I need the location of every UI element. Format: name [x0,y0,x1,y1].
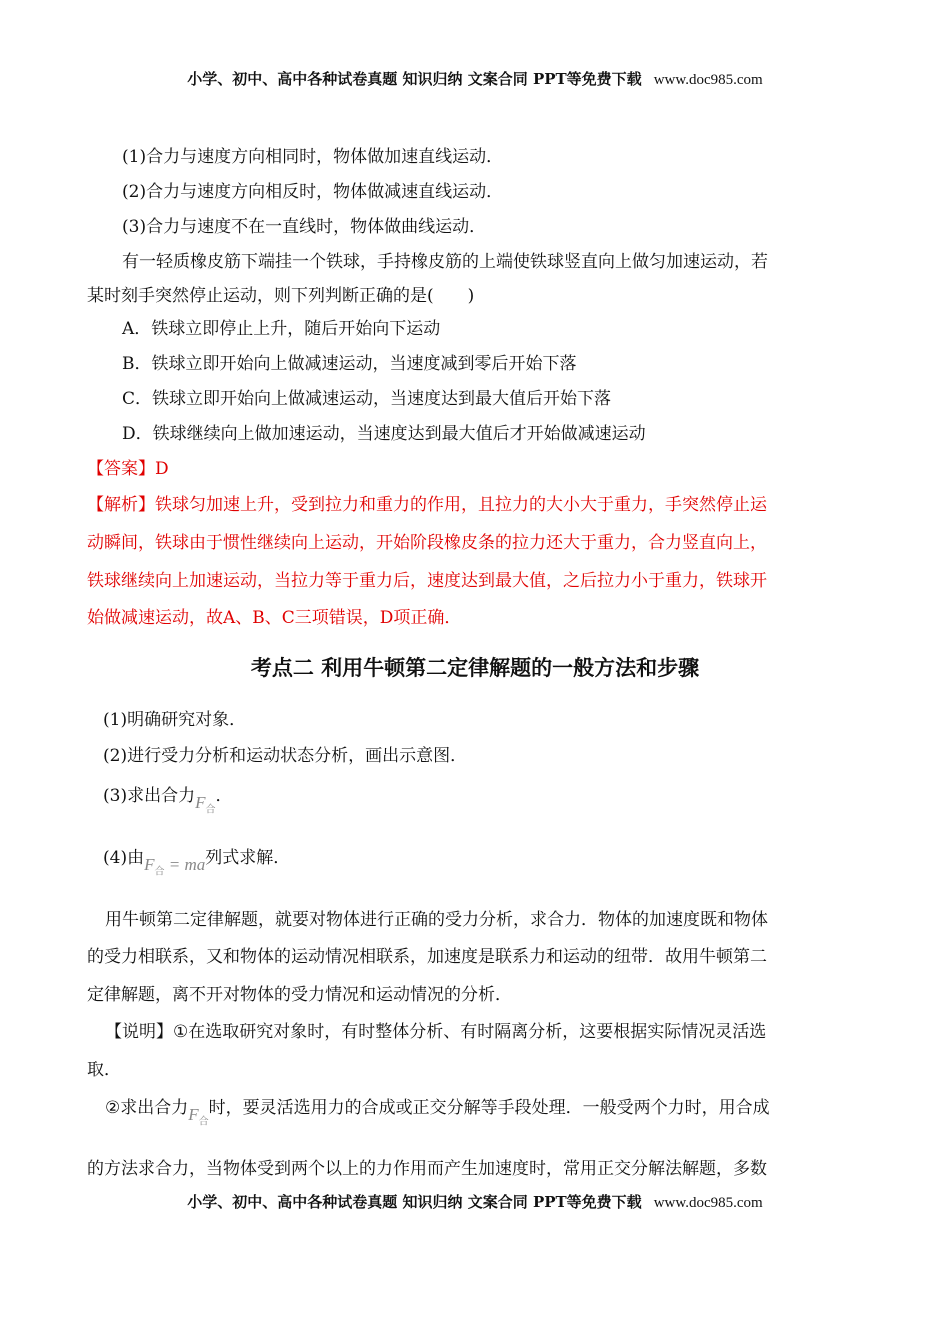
step-4 [103,846,290,877]
rule-3: (3)合力与速度不在一直线时，物体做曲线运动． [122,217,487,237]
question-line-2: 某时刻手突然停止运动，则下列判断正确的是( ) [87,286,475,306]
section-title: 考点二 利用牛顿第二定律解题的一般方法和步骤 [250,655,700,680]
rule-2: (2)合力与速度方向相反时，物体做减速直线运动． [122,182,504,202]
step-4-suffix: 列式求解． [205,848,291,868]
note-line-4: 的方法求合力，当物体受到两个以上的力作用而产生加速度时，常用正交分解法解题，多数 [87,1159,767,1179]
page-header [0,68,950,89]
note-line-1: 【说明】①在选取研究对象时，有时整体分析、有时隔离分析，这要根据实际情况灵活选 [105,1022,767,1042]
note-label: 【说明】 [105,1022,173,1042]
question-line-1: 有一轻质橡皮筋下端挂一个铁球，手持橡皮筋的上端使铁球竖直向上做匀加速运动，若 [122,252,768,272]
analysis-line-3: 铁球继续向上加速运动，当拉力等于重力后，速度达到最大值，之后拉力小于重力，铁球开 [87,571,767,591]
option-d: D．铁球继续向上做加速运动，当速度达到最大值后才开始做减速运动 [122,424,646,444]
option-a: A．铁球立即停止上升，随后开始向下运动 [122,319,441,339]
header-url[interactable]: www.doc985.com [653,72,763,88]
option-c: C．铁球立即开始向上做减速运动，当速度达到最大值后开始下落 [122,389,612,409]
note-line-3: ②求出合力$F_合$时，要灵活选用力的合成或正交分解等手段处理．一般受两个力时，用合成 [105,1098,770,1128]
step-3-suffix: ． [215,786,233,806]
net-force-symbol: $F_合$ [195,793,216,816]
analysis-line-2: 动瞬间，铁球由于惯性继续向上运动，开始阶段橡皮条的拉力还大于重力，合力竖直向上， [87,533,767,553]
analysis-line-4: 始做减速运动，故A、B、C三项错误，D项正确． [87,608,462,628]
step-1: (1)明确研究对象． [103,710,247,730]
option-b: B．铁球立即开始向上做减速运动，当速度减到零后开始下落 [122,354,577,374]
step-4-prefix: (4)由 [103,848,145,868]
footer-url[interactable]: www.doc985.com [653,1195,763,1211]
paragraph-line-1: 用牛顿第二定律解题，就要对物体进行正确的受力分析，求合力．物体的加速度既和物体 [105,910,768,930]
note-line-2: 取． [87,1060,121,1080]
newton-equation: $F_合$ = ma [144,855,206,878]
paragraph-line-3: 定律解题，离不开对物体的受力情况和运动情况的分析． [87,985,512,1005]
net-force-symbol-2: $F_合$ [188,1105,209,1128]
analysis-line-1: 【解析】铁球匀加速上升，受到拉力和重力的作用，且拉力的大小大于重力，手突然停止运 [87,495,767,515]
page-footer [0,1191,950,1212]
answer: 【答案】D [87,459,169,479]
note-mark-2: ② [105,1098,121,1118]
footer-text: 小学、初中、高中各种试卷真题 知识归纳 文案合同 PPT等免费下载 [187,1193,642,1211]
step-3 [103,784,232,815]
paragraph-line-2: 的受力相联系，又和物体的运动情况相联系，加速度是联系力和运动的纽带．故用牛顿第二 [87,947,767,967]
rule-1: (1)合力与速度方向相同时，物体做加速直线运动． [122,147,504,167]
header-text: 小学、初中、高中各种试卷真题 知识归纳 文案合同 PPT等免费下载 [187,70,642,88]
step-2: (2)进行受力分析和运动状态分析，画出示意图． [103,746,468,766]
step-3-prefix: (3)求出合力 [103,786,196,806]
note-mark-1: ① [173,1022,189,1042]
